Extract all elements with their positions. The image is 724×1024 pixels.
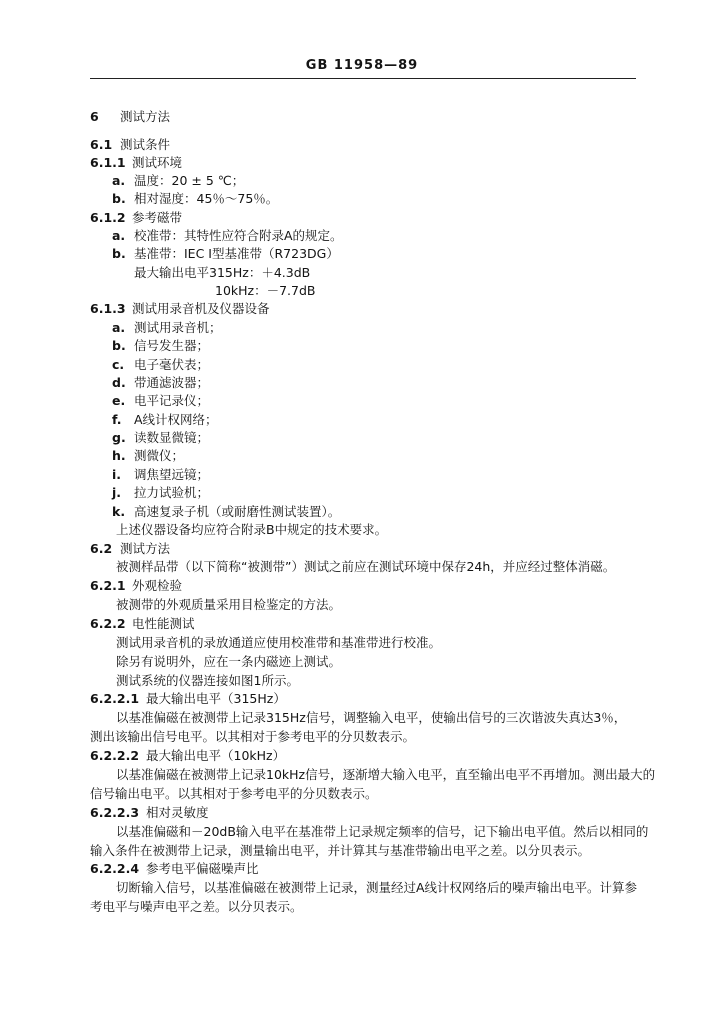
clause-number: 6.1.2 <box>90 210 126 225</box>
line-text: 最大输出电平315Hz：＋4.3dB <box>134 265 311 280</box>
line-text: 测试方法 <box>120 541 171 556</box>
line-text: 电平记录仪； <box>134 393 210 408</box>
standard-header: GB 11958—89 <box>305 58 419 73</box>
line-text: 校准带：其特性应符合附录A的规定。 <box>134 228 343 243</box>
numbered-line <box>112 356 209 374</box>
clause-number: a. <box>112 173 126 188</box>
text-line <box>90 728 415 746</box>
numbered-line <box>112 227 343 245</box>
text-line <box>116 672 299 690</box>
numbered-line <box>112 392 209 410</box>
line-text: 读数显微镜； <box>134 430 210 445</box>
line-text: 以基准偏磁在被测带上记录10kHz信号，逐渐增大输入电平，直至输出电平不再增加。测出最大的 <box>116 767 656 782</box>
line-text: 外观检验 <box>132 578 183 593</box>
text-line <box>90 898 303 916</box>
text-line <box>116 766 655 784</box>
text-line <box>116 709 626 727</box>
line-text: 电子毫伏表； <box>134 357 210 372</box>
line-text: 以基准偏磁在被测带上记录315Hz信号，调整输入电平，使输出信号的三次谐波失真达3％， <box>116 710 627 725</box>
clause-number: i. <box>112 467 122 482</box>
clause-number: 6.2.2 <box>90 616 126 631</box>
clause-number: a. <box>112 228 126 243</box>
numbered-line <box>112 172 244 190</box>
line-text: 被测样品带（以下简称“被测带”）测试之前应在测试环境中保存24h，并应经过整体消磁。 <box>116 559 616 574</box>
text-line <box>116 596 341 614</box>
clause-number: b. <box>112 191 126 206</box>
line-text: 拉力试验机； <box>134 485 210 500</box>
numbered-line <box>112 190 278 208</box>
header-rule <box>90 78 636 79</box>
clause-number: e. <box>112 393 126 408</box>
clause-number: g. <box>112 430 126 445</box>
line-text: 高速复录子机（或耐磨性测试装置）。 <box>134 504 341 519</box>
numbered-line <box>90 300 270 318</box>
clause-number: f. <box>112 412 122 427</box>
numbered-line <box>90 615 195 633</box>
numbered-line <box>112 245 339 263</box>
line-text: 最大输出电平（10kHz） <box>146 748 286 763</box>
text-line <box>116 558 615 576</box>
numbered-line <box>112 337 209 355</box>
numbered-line <box>90 690 286 708</box>
clause-number: 6.2.2.3 <box>90 805 140 820</box>
line-text: 调焦望远镜； <box>134 467 210 482</box>
line-text: A线计权网络； <box>134 412 218 427</box>
text-line <box>116 879 637 897</box>
clause-number: 6.1.1 <box>90 155 126 170</box>
numbered-line <box>112 484 209 502</box>
numbered-line <box>112 429 209 447</box>
clause-number: 6.1 <box>90 137 113 152</box>
line-text: 信号发生器； <box>134 338 210 353</box>
line-text: 相对灵敏度 <box>146 805 209 820</box>
line-text: 最大输出电平（315Hz） <box>146 691 286 706</box>
line-text: 输入条件在被测带上记录，测量输出电平，并计算其与基准带输出电平之差。以分贝表示。 <box>90 843 591 858</box>
numbered-line <box>90 154 182 172</box>
numbered-line <box>112 411 218 429</box>
text-line <box>215 282 316 300</box>
text-line <box>90 842 590 860</box>
numbered-line <box>90 577 182 595</box>
line-text: 考电平与噪声电平之差。以分贝表示。 <box>90 899 303 914</box>
clause-number: a. <box>112 320 126 335</box>
line-text: 参考电平偏磁噪声比 <box>146 861 259 876</box>
text-line <box>116 521 387 539</box>
clause-number: 6.1.3 <box>90 301 126 316</box>
numbered-line <box>90 747 285 765</box>
numbered-line <box>112 447 184 465</box>
numbered-line <box>90 804 209 822</box>
clause-number: 6.2 <box>90 541 113 556</box>
line-text: 温度：20 ± 5 ℃； <box>134 173 245 188</box>
line-text: 参考磁带 <box>132 210 183 225</box>
numbered-line <box>90 209 182 227</box>
line-text: 测试用录音机及仪器设备 <box>132 301 270 316</box>
clause-number: 6.2.2.4 <box>90 861 140 876</box>
line-text: 测试用录音机的录放通道应使用校准带和基准带进行校准。 <box>116 635 442 650</box>
line-text: 10kHz：－7.7dB <box>215 283 316 298</box>
line-text: 测试系统的仪器连接如图1所示。 <box>116 673 299 688</box>
line-text: 电性能测试 <box>132 616 195 631</box>
text-line <box>116 634 441 652</box>
numbered-line <box>112 503 340 521</box>
text-line <box>90 785 378 803</box>
numbered-line <box>90 108 170 126</box>
numbered-line <box>112 466 209 484</box>
line-text: 测试方法 <box>120 109 171 124</box>
clause-number: d. <box>112 375 126 390</box>
line-text: 带通滤波器； <box>134 375 210 390</box>
text-line <box>116 823 648 841</box>
numbered-line <box>112 319 222 337</box>
numbered-line <box>112 374 209 392</box>
clause-number: h. <box>112 448 126 463</box>
line-text: 测出该输出信号电平。以其相对于参考电平的分贝数表示。 <box>90 729 416 744</box>
clause-number: 6.2.2.2 <box>90 748 140 763</box>
numbered-line <box>90 540 170 558</box>
clause-number: k. <box>112 504 126 519</box>
line-text: 上述仪器设备均应符合附录B中规定的技术要求。 <box>116 522 388 537</box>
line-text: 测试环境 <box>132 155 183 170</box>
line-text: 测试用录音机； <box>134 320 222 335</box>
clause-number: 6.2.1 <box>90 578 126 593</box>
clause-number: 6.2.2.1 <box>90 691 140 706</box>
clause-number: 6 <box>90 109 99 124</box>
numbered-line <box>90 860 259 878</box>
line-text: 被测带的外观质量采用目检鉴定的方法。 <box>116 597 342 612</box>
text-line <box>116 653 341 671</box>
numbered-line <box>90 136 170 154</box>
line-text: 以基准偏磁和－20dB输入电平在基准带上记录规定频率的信号，记下输出电平值。然后以相同的 <box>116 824 649 839</box>
clause-number: c. <box>112 357 125 372</box>
line-text: 信号输出电平。以其相对于参考电平的分贝数表示。 <box>90 786 378 801</box>
clause-number: b. <box>112 246 126 261</box>
line-text: 切断输入信号，以基准偏磁在被测带上记录，测量经过A线计权网络后的噪声输出电平。计算参 <box>116 880 638 895</box>
line-text: 基准带：IEC Ⅰ型基准带（R723DG） <box>134 246 339 261</box>
clause-number: j. <box>112 485 122 500</box>
line-text: 除另有说明外，应在一条内磁迹上测试。 <box>116 654 342 669</box>
line-text: 相对湿度：45％～75％。 <box>134 191 279 206</box>
text-line <box>134 264 310 282</box>
line-text: 测微仪； <box>134 448 185 463</box>
clause-number: b. <box>112 338 126 353</box>
line-text: 测试条件 <box>120 137 171 152</box>
